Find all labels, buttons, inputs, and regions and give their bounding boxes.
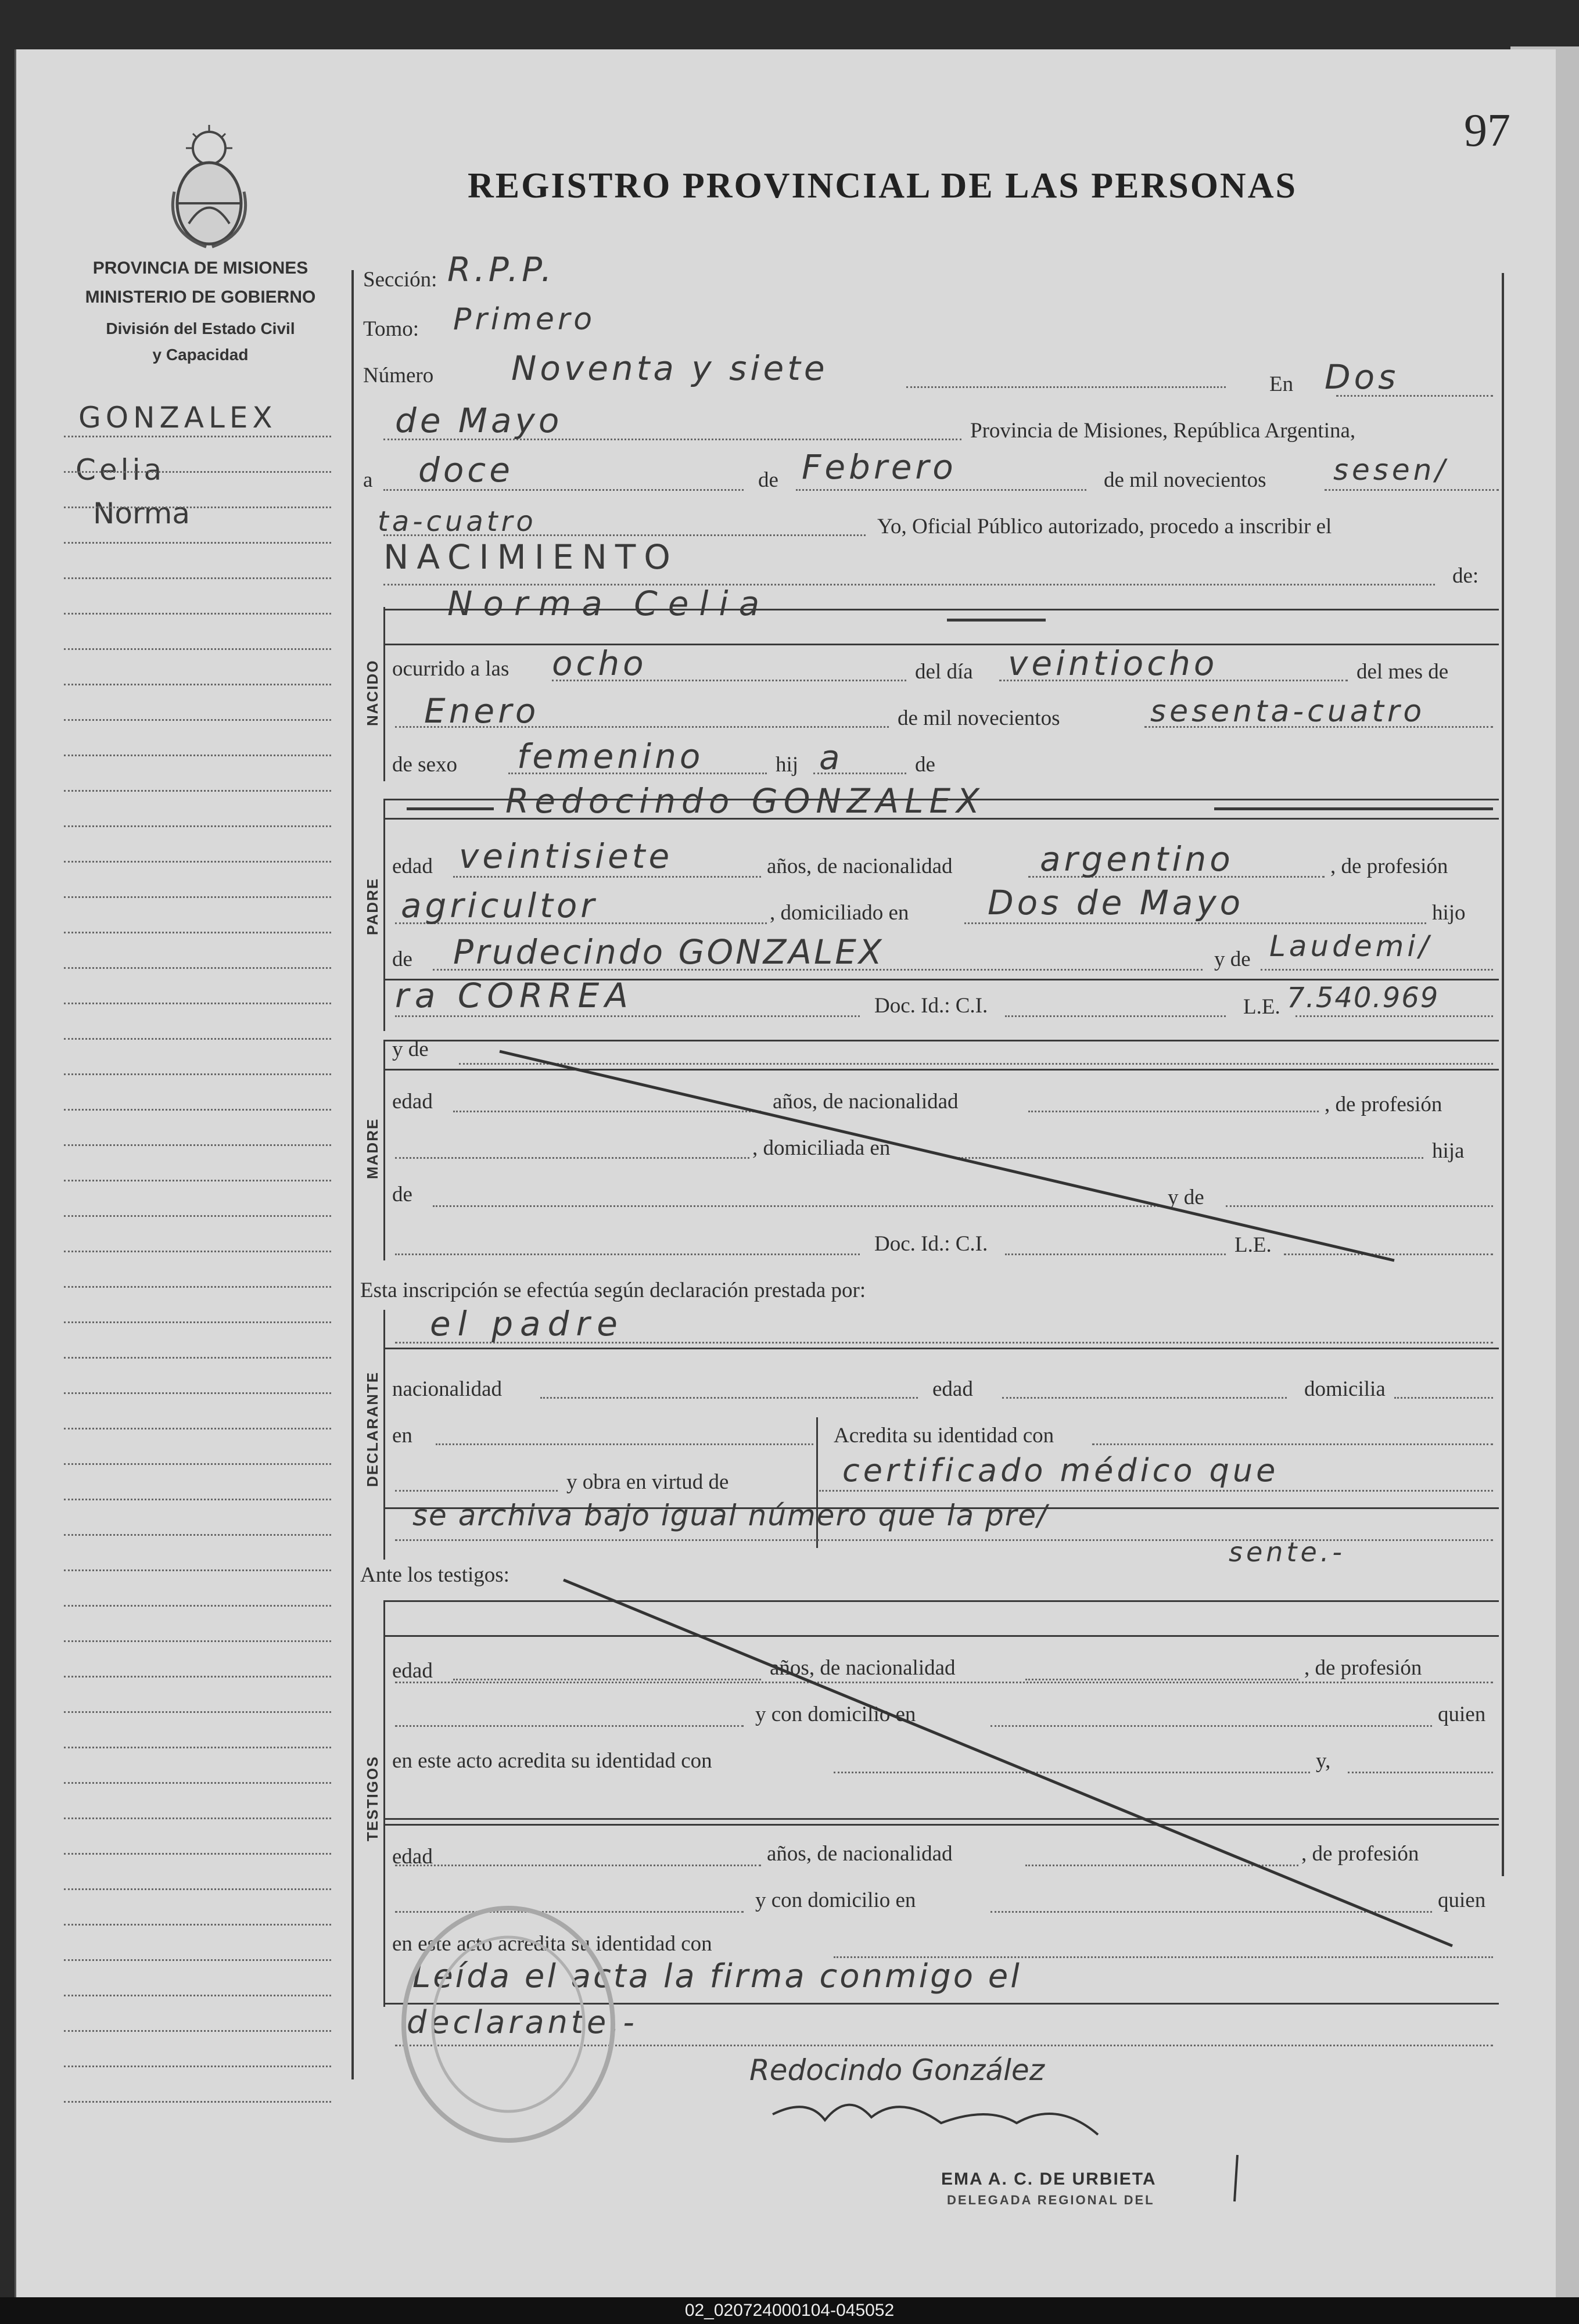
hw-firma: Redocindo González	[749, 2053, 1045, 2087]
label-madre-edad: edad	[392, 1090, 433, 1113]
document-title: REGISTRO PROVINCIAL DE LAS PERSONAS	[468, 166, 1297, 206]
capacity-label: y Capacidad	[152, 346, 249, 364]
label-testigo2-domicilio: y con domicilio en	[755, 1888, 916, 1912]
label-de-sexo: de sexo	[392, 753, 457, 777]
label-madre-y-de: y de	[392, 1037, 429, 1061]
side-label-padre: PADRE	[364, 877, 381, 935]
hw-cierre-2: declarante.-	[407, 2004, 638, 2041]
label-testigo1-acredita: en este acto acredita su identidad con	[392, 1749, 712, 1773]
label-declarante-nacionalidad: nacionalidad	[392, 1377, 503, 1401]
label-madre-le: L.E.	[1235, 1233, 1272, 1257]
stamp-name: EMA A. C. DE URBIETA	[941, 2169, 1157, 2189]
label-madre-doc: Doc. Id.: C.I.	[874, 1232, 988, 1256]
label-tomo: Tomo:	[363, 317, 419, 341]
hw-padre-dom: Dos de Mayo	[988, 883, 1244, 922]
hw-numero: Noventa y siete	[511, 349, 828, 388]
margin-name-1: Celia	[76, 453, 166, 487]
hw-anio-nac: sesenta-cuatro	[1150, 694, 1426, 729]
label-padre-hijo: hijo	[1432, 901, 1466, 925]
hw-sexo: femenino	[517, 737, 704, 776]
label-de: de	[758, 468, 778, 492]
side-label-nacido: NACIDO	[364, 659, 381, 726]
hw-virtud-1: certificado médico que	[842, 1452, 1279, 1489]
label-de-mil-novecientos: de mil novecientos	[1104, 468, 1266, 492]
label-padre-profesion: , de profesión	[1330, 854, 1448, 878]
hw-padre-nac: argentino	[1040, 839, 1234, 879]
label-testigo1-anos: años, de nacionalidad	[770, 1656, 956, 1680]
hw-padre-prof: agricultor	[401, 886, 598, 925]
label-de-colon: de:	[1452, 564, 1479, 588]
label-padre-de: de	[392, 947, 412, 971]
hw-le-num: 7.540.969	[1287, 982, 1440, 1014]
hw-cierre-1: Leída el acta la firma conmigo el	[412, 1957, 1022, 1995]
label-declarante-en: en	[392, 1424, 412, 1447]
label-padre-edad: edad	[392, 854, 433, 878]
label-testigo1-quien: quien	[1438, 1702, 1486, 1726]
hw-anio-2: ta-cuatro	[378, 505, 537, 538]
hw-lugar: de Mayo	[395, 401, 563, 440]
margin-name-2: Norma	[93, 497, 191, 530]
page-number: 97	[1464, 105, 1510, 156]
label-ocurrido: ocurrido a las	[392, 657, 509, 681]
label-testigo2-quien: quien	[1438, 1888, 1486, 1912]
side-label-madre: MADRE	[364, 1118, 381, 1179]
label-madre-hija: hija	[1432, 1139, 1465, 1163]
hw-anio-1: sesen/	[1333, 453, 1449, 487]
hw-dia-nac: veintiocho	[1008, 644, 1218, 683]
margin-surname: GONZALEX	[78, 401, 277, 434]
label-yo-oficial: Yo, Oficial Público autorizado, procedo a inscribir el	[877, 515, 1332, 538]
province-label: PROVINCIA DE MISIONES	[92, 258, 308, 278]
label-testigo2-anos: años, de nacionalidad	[767, 1842, 953, 1866]
label-declarante-obra: y obra en virtud de	[566, 1470, 729, 1494]
hw-virtud-3: sente.-	[1229, 1536, 1345, 1568]
label-numero: Número	[363, 364, 434, 387]
hw-tomo: Primero	[453, 302, 596, 337]
label-padre-domicilio: , domiciliado en	[770, 901, 909, 925]
hw-nombre: Norma Celia	[447, 584, 770, 623]
hw-virtud-2: se archiva bajo igual número que la pre/	[412, 1499, 1048, 1532]
hw-en: Dos	[1325, 357, 1399, 397]
label-testigo2-profesion: , de profesión	[1301, 1842, 1419, 1866]
label-del-dia: del día	[915, 660, 973, 684]
label-declaracion: Esta inscripción se efectúa según declaración prestada por:	[360, 1278, 866, 1302]
label-testigo2-edad: edad	[392, 1845, 433, 1869]
side-label-testigos: TESTIGOS	[364, 1755, 381, 1841]
label-ante-testigos: Ante los testigos:	[360, 1563, 509, 1587]
label-madre-de: de	[392, 1183, 412, 1206]
side-label-declarante: DECLARANTE	[364, 1371, 381, 1487]
label-padre-le: L.E.	[1243, 995, 1280, 1019]
stamp-role: DELEGADA REGIONAL DEL	[947, 2193, 1155, 2207]
label-padre-y-de: y de	[1214, 947, 1251, 971]
label-padre-anos: años, de nacionalidad	[767, 854, 953, 878]
label-seccion: Sección:	[363, 268, 437, 292]
label-testigo1-profesion: , de profesión	[1304, 1656, 1422, 1680]
hw-dia: doce	[418, 450, 514, 490]
hw-seccion: R.P.P.	[447, 250, 555, 289]
label-madre-profesion: , de profesión	[1325, 1093, 1442, 1116]
label-testigo1-edad: edad	[392, 1659, 433, 1683]
hw-abuela-2: ra CORREA	[395, 976, 634, 1015]
label-provincia: Provincia de Misiones, República Argentina,	[970, 419, 1356, 443]
hw-hora: ocho	[552, 644, 647, 683]
label-madre-y-de-2: y de	[1168, 1186, 1204, 1209]
label-del-mes-de: del mes de	[1356, 660, 1449, 684]
hw-mes: Febrero	[802, 447, 957, 487]
label-de-mil-novecientos-2: de mil novecientos	[898, 706, 1060, 730]
official-seal-icon	[395, 1899, 622, 2149]
label-testigo1-domicilio: y con domicilio en	[755, 1702, 916, 1726]
hw-mes-nac: Enero	[424, 691, 540, 731]
hw-abuela-1: Laudemi/	[1269, 929, 1433, 963]
label-en: En	[1269, 372, 1294, 396]
hw-padre: Redocindo GONZALEX	[505, 781, 985, 821]
hw-padre-edad: veintisiete	[459, 836, 673, 876]
label-madre-domicilio: , domiciliada en	[752, 1136, 891, 1160]
label-testigo1-y: y,	[1316, 1749, 1331, 1773]
label-madre-anos: años, de nacionalidad	[773, 1090, 959, 1113]
hw-acto: NACIMIENTO	[383, 537, 679, 577]
hw-abuelo: Prudecindo GONZALEX	[453, 932, 884, 972]
label-de-2: de	[915, 753, 935, 777]
label-padre-doc: Doc. Id.: C.I.	[874, 994, 988, 1018]
label-hij: hij	[776, 753, 799, 777]
division-label: División del Estado Civil	[106, 319, 295, 337]
hw-declarante: el padre	[430, 1304, 625, 1344]
hw-hij-suffix: a	[819, 738, 844, 777]
image-id-caption: 02_020724000104-045052	[0, 2297, 1579, 2324]
label-testigo2-acredita: en este acto acredita su identidad con	[392, 1932, 712, 1956]
label-declarante-edad: edad	[932, 1377, 973, 1401]
label-declarante-acredita: Acredita su identidad con	[834, 1424, 1054, 1447]
label-a: a	[363, 468, 373, 492]
label-declarante-domicilia: domicilia	[1304, 1377, 1386, 1401]
ministry-label: MINISTERIO DE GOBIERNO	[85, 288, 316, 307]
